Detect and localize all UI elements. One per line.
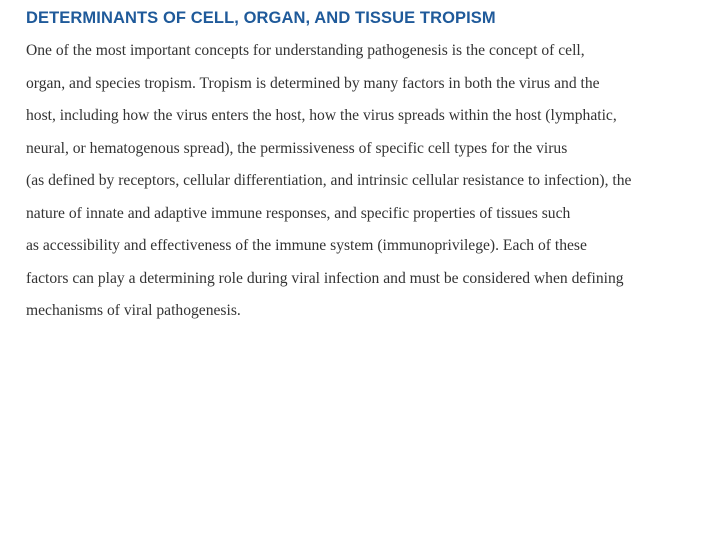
paragraph-line: factors can play a determining role during viral infection and must be considered when defining: [26, 269, 624, 287]
paragraph-line: host, including how the virus enters the host, how the virus spreads within the host (lymphatic,: [26, 107, 617, 124]
section-paragraph: [26, 35, 700, 328]
paragraph-line: neural, or hematogenous spread), the permissiveness of specific cell types for the virus: [26, 139, 568, 157]
paragraph-line: as accessibility and effectiveness of the immune system (immunoprivilege). Each of these: [26, 237, 587, 254]
paragraph-line: mechanisms of viral pathogenesis.: [26, 302, 241, 319]
paragraph-line: nature of innate and adaptive immune responses, and specific properties of tissues such: [26, 204, 571, 222]
paragraph-line: (as defined by receptors, cellular differentiation, and intrinsic cellular resistance to infection), the: [26, 172, 632, 189]
section-heading: DETERMINANTS OF CELL, ORGAN, AND TISSUE TROPISM: [26, 9, 496, 27]
paragraph-line: organ, and species tropism. Tropism is determined by many factors in both the virus and the: [26, 74, 600, 92]
paragraph-line: One of the most important concepts for understanding pathogenesis is the concept of cell,: [26, 42, 585, 59]
